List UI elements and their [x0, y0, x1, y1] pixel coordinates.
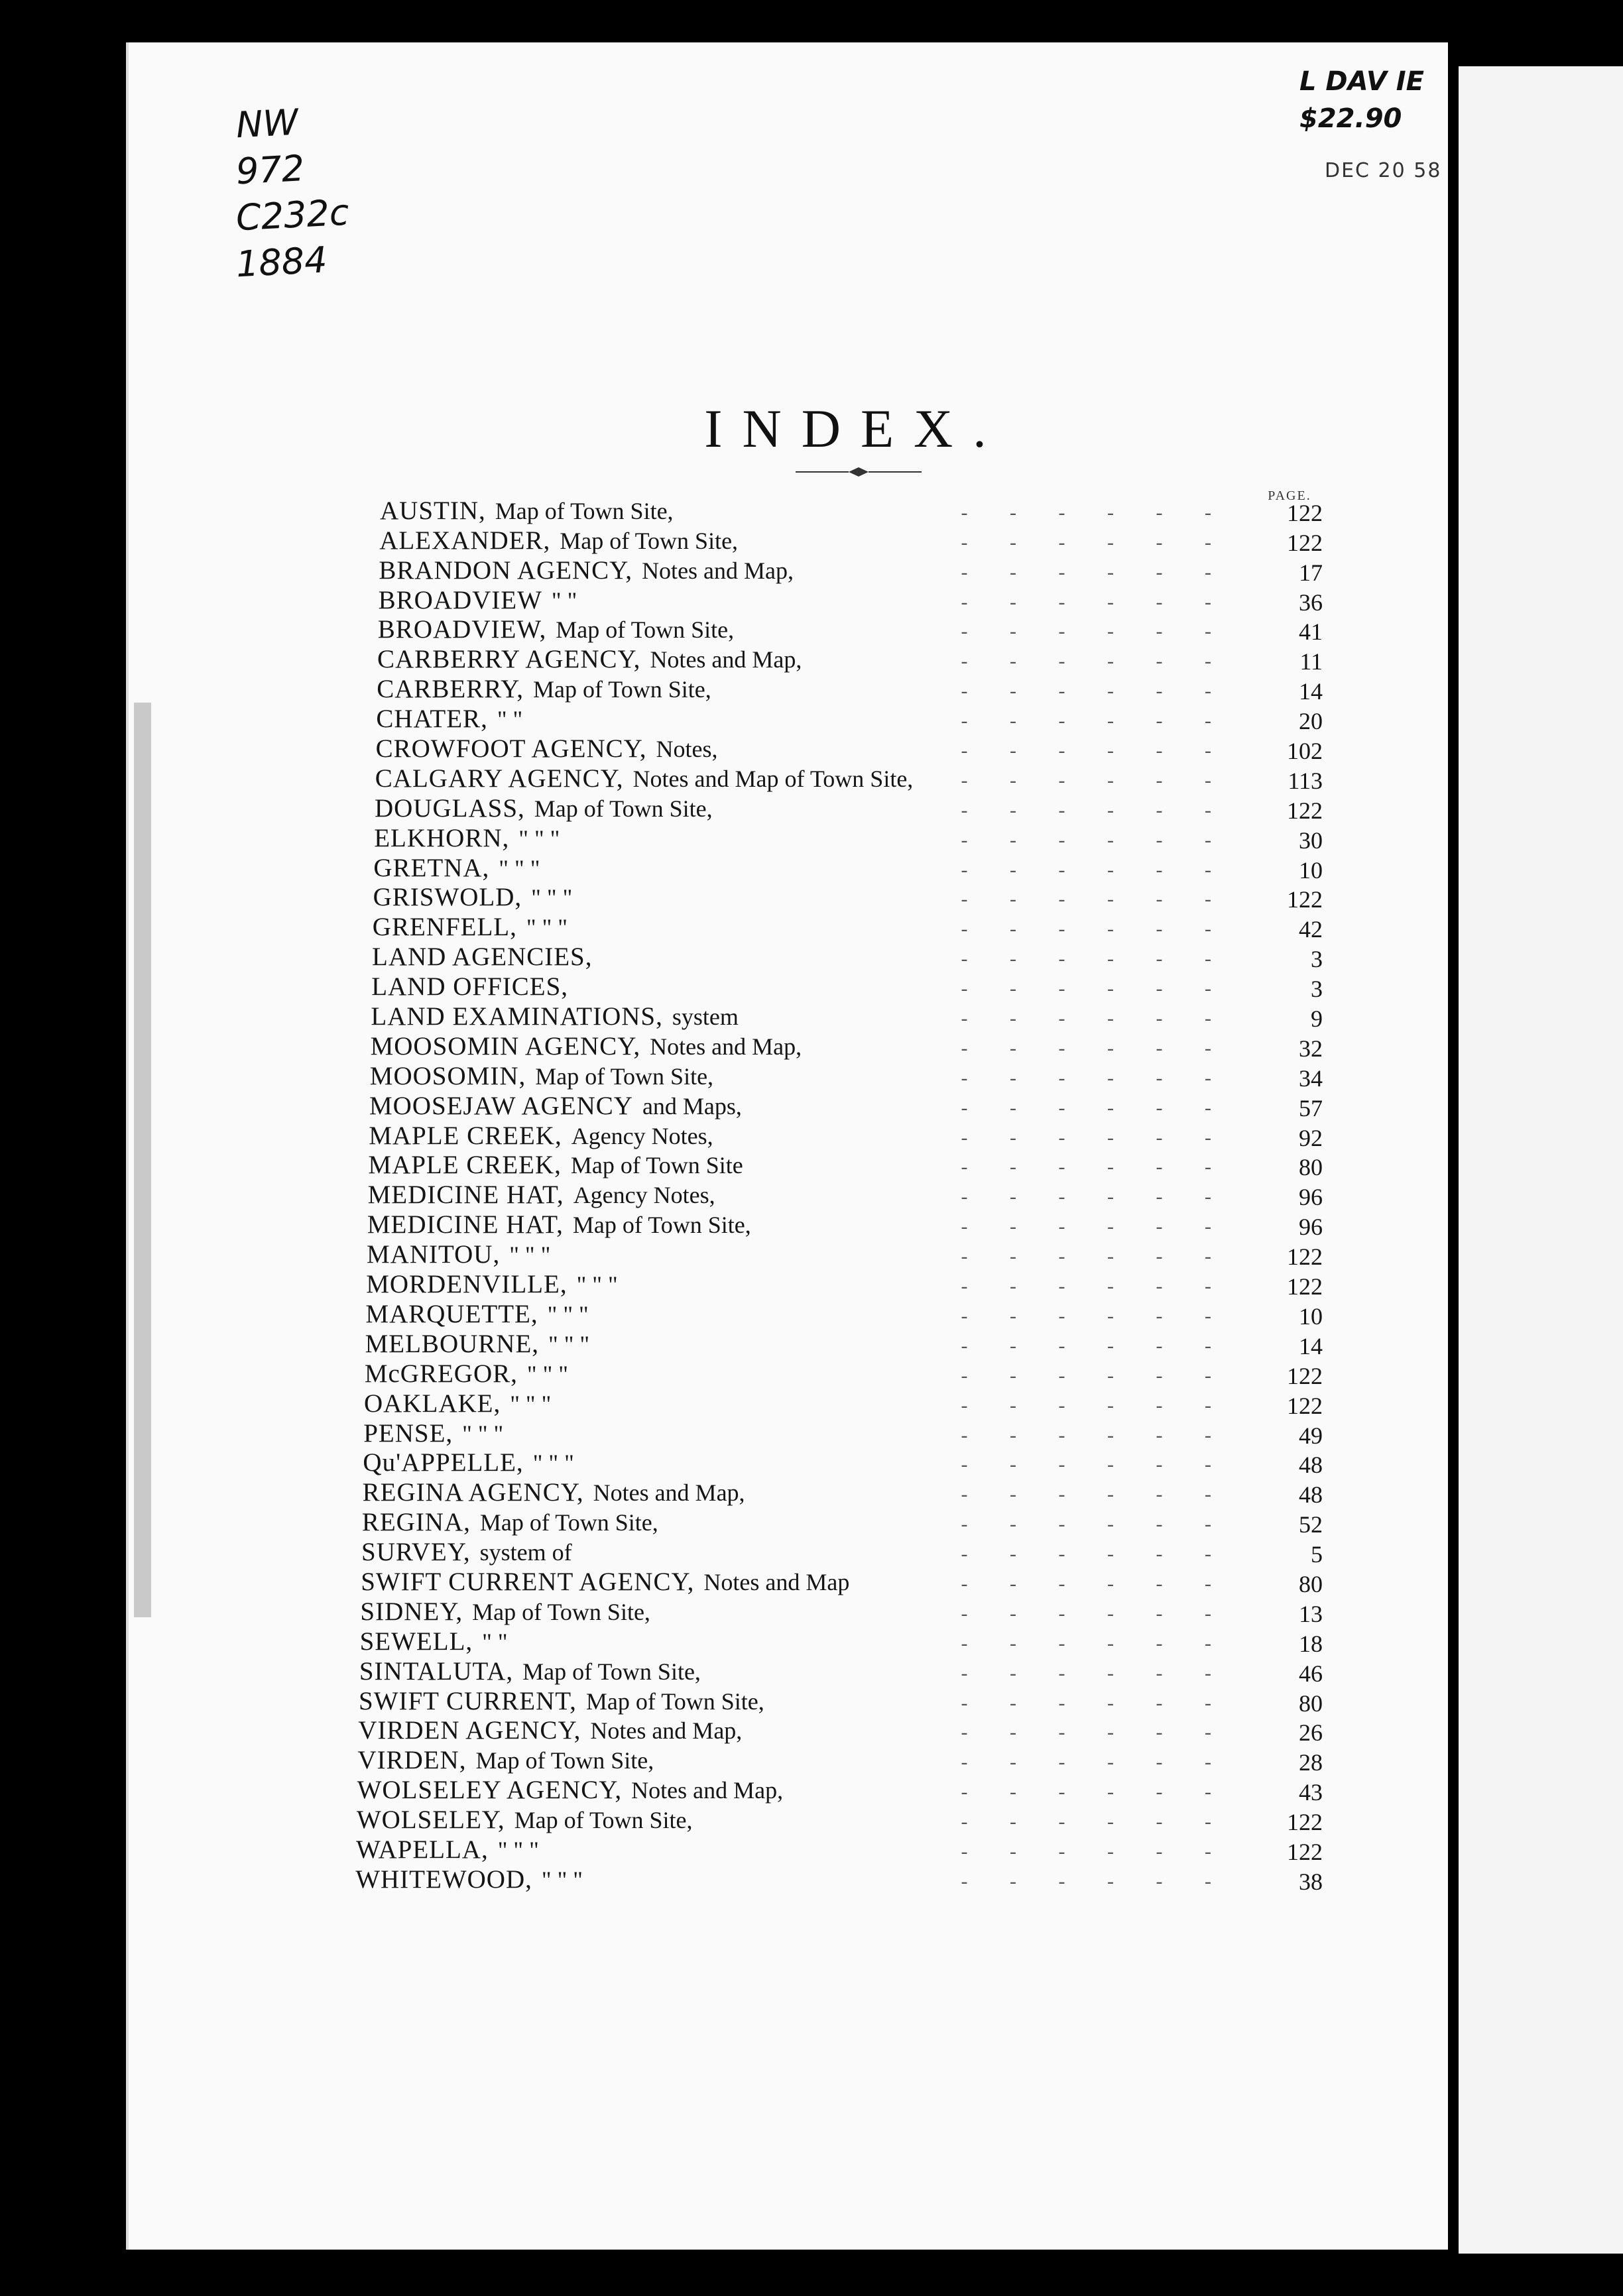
entry-text — [379, 526, 738, 555]
entry-page-number: 80 — [1299, 1690, 1323, 1717]
entry-text — [368, 1180, 715, 1210]
entry-name: LAND OFFICES, — [371, 972, 569, 1002]
index-entry — [373, 884, 1323, 914]
entry-text — [367, 1239, 550, 1269]
entry-name: AUSTIN, — [380, 496, 486, 525]
entry-page-number: 36 — [1299, 589, 1323, 616]
entry-description: Notes and Map, — [650, 1033, 802, 1060]
entry-page-number: 102 — [1287, 738, 1323, 765]
index-entry — [369, 1122, 1323, 1152]
entry-page-number: 122 — [1287, 1392, 1323, 1419]
entry-name: GRENFELL, — [372, 913, 517, 942]
entry-name: ELKHORN, — [374, 823, 510, 852]
price-line: $22.90 — [1299, 103, 1402, 134]
entry-page-number: 122 — [1287, 1809, 1323, 1836]
leader-dashes: - - - - - - — [961, 650, 1230, 673]
entry-text — [365, 1329, 590, 1359]
entry-name: McGREGOR, — [364, 1359, 518, 1388]
entry-page-number: 30 — [1299, 827, 1323, 854]
entry-text — [359, 1686, 764, 1716]
call-number-line: 1884 — [235, 239, 328, 286]
entry-description: " " " — [526, 1360, 568, 1387]
entry-text — [365, 1359, 568, 1389]
page-column-header: PAGE. — [1268, 488, 1311, 503]
leader-dashes: - - - - - - — [961, 1334, 1230, 1357]
entry-description: Notes and Map, — [631, 1777, 784, 1804]
leader-dashes: - - - - - - — [961, 1454, 1230, 1476]
date-stamp: DEC 20 58 — [1325, 159, 1442, 182]
entry-description: " " " — [509, 1241, 551, 1269]
entry-description: Map of Town Site, — [495, 497, 674, 524]
entry-description: Notes and Map, — [593, 1479, 745, 1507]
index-entry — [360, 1628, 1323, 1658]
entry-description: and Maps, — [642, 1092, 742, 1119]
entry-text — [373, 853, 540, 883]
index-entry — [374, 825, 1323, 854]
entry-name: SIDNEY, — [360, 1597, 463, 1626]
entry-description: Map of Town Site, — [472, 1598, 650, 1625]
entry-name: WAPELLA, — [356, 1835, 489, 1864]
entry-description: " " " — [547, 1300, 589, 1328]
index-entry — [366, 1271, 1323, 1300]
entry-name: CARBERRY, — [377, 675, 524, 704]
entry-text — [377, 644, 802, 674]
index-entry — [360, 1598, 1323, 1628]
entry-text — [379, 585, 577, 615]
entry-name: LAND EXAMINATIONS, — [371, 1002, 663, 1031]
entry-description: Map of Town Site — [570, 1152, 743, 1179]
entry-text — [362, 1507, 658, 1537]
leader-dashes: - - - - - - — [961, 680, 1230, 703]
index-entry — [370, 1062, 1323, 1092]
leader-dashes: - - - - - - — [961, 740, 1230, 762]
entry-description: " " " — [541, 1866, 583, 1893]
entry-page-number: 52 — [1299, 1511, 1323, 1538]
leader-dashes: - - - - - - — [961, 1602, 1230, 1625]
index-entry — [371, 1003, 1323, 1033]
entry-name: ALEXANDER, — [379, 526, 551, 555]
entry-page-number: 14 — [1299, 1332, 1323, 1359]
entry-text — [355, 1865, 583, 1894]
price-line: L DAV IE — [1299, 66, 1424, 97]
entry-description: Map of Town Site, — [475, 1747, 654, 1774]
entry-description: Notes and Map, — [590, 1717, 743, 1745]
entry-description: system — [672, 1004, 739, 1031]
leader-dashes: - - - - - - — [961, 591, 1230, 613]
leader-dashes: - - - - - - — [961, 1543, 1230, 1566]
entry-description: " " " — [531, 884, 573, 911]
title-ornament — [796, 465, 922, 479]
entry-page-number: 122 — [1287, 886, 1323, 913]
entry-name: OAKLAKE, — [364, 1389, 501, 1418]
leader-dashes: - - - - - - — [961, 1216, 1230, 1238]
entry-description: " " " — [499, 854, 540, 882]
entry-description: Agency Notes, — [573, 1182, 715, 1209]
leader-dashes: - - - - - - — [961, 769, 1230, 791]
index-entry — [368, 1181, 1323, 1211]
entry-description: " " " — [510, 1390, 552, 1417]
entry-name: MOOSOMIN, — [369, 1061, 526, 1090]
entry-name: LAND AGENCIES, — [372, 943, 593, 972]
entry-page-number: 48 — [1299, 1452, 1323, 1479]
entry-name: SINTALUTA, — [359, 1656, 514, 1686]
entry-text — [360, 1627, 508, 1656]
entry-text — [373, 912, 568, 942]
index-entry — [377, 646, 1323, 675]
entry-page-number: 17 — [1299, 559, 1323, 586]
entry-name: WOLSELEY AGENCY, — [357, 1776, 623, 1805]
entry-text — [371, 972, 577, 1002]
entry-text — [358, 1715, 742, 1745]
entry-page-number: 92 — [1299, 1124, 1323, 1151]
entry-name: MEDICINE HAT, — [367, 1210, 564, 1239]
entry-description: " " " — [576, 1271, 618, 1298]
entry-description: " " " — [526, 914, 568, 941]
index-entry — [367, 1241, 1323, 1271]
entry-page-number: 48 — [1299, 1481, 1323, 1509]
entry-description: Agency Notes, — [571, 1122, 713, 1149]
index-entry — [371, 973, 1323, 1003]
entry-name: MARQUETTE, — [365, 1299, 538, 1328]
leader-dashes: - - - - - - — [961, 620, 1230, 643]
leader-dashes: - - - - - - — [961, 948, 1230, 970]
entry-description: Notes and Map of Town Site, — [632, 765, 914, 792]
entry-description: " " " — [548, 1330, 590, 1357]
entry-name: GRETNA, — [373, 853, 490, 882]
leader-dashes: - - - - - - — [961, 1275, 1230, 1298]
index-entry — [375, 765, 1323, 795]
index-entry — [365, 1330, 1323, 1360]
entry-page-number: 80 — [1299, 1570, 1323, 1597]
entry-description: " " — [482, 1628, 508, 1655]
leader-dashes: - - - - - - — [961, 1186, 1230, 1208]
leader-dashes: - - - - - - — [961, 888, 1230, 911]
entry-page-number: 26 — [1299, 1719, 1323, 1747]
entry-name: WHITEWOOD, — [355, 1865, 532, 1894]
entry-page-number: 34 — [1299, 1064, 1323, 1092]
leader-dashes: - - - - - - — [961, 1572, 1230, 1595]
entry-page-number: 9 — [1311, 1005, 1323, 1033]
index-entry — [371, 1033, 1323, 1062]
index-entry — [380, 497, 1323, 527]
index-entry — [355, 1866, 1323, 1896]
call-number-line: C232c — [235, 191, 350, 239]
entry-description: Map of Town Site, — [479, 1509, 658, 1536]
index-entry — [359, 1688, 1323, 1717]
index-entry — [362, 1509, 1323, 1538]
call-number-line: NW — [235, 101, 300, 146]
entry-name: PENSE, — [363, 1418, 453, 1448]
entry-text — [380, 496, 674, 526]
leader-dashes: - - - - - - — [961, 1394, 1230, 1416]
index-entry — [372, 943, 1323, 973]
entry-text — [360, 1597, 650, 1627]
leader-dashes: - - - - - - — [961, 501, 1230, 524]
entry-page-number: 3 — [1311, 976, 1323, 1003]
entry-description: Map of Town Site, — [514, 1807, 693, 1834]
leader-dashes: - - - - - - — [961, 918, 1230, 941]
index-entry — [369, 1092, 1323, 1122]
entry-text — [363, 1418, 503, 1448]
index-entry — [379, 557, 1323, 587]
leader-dashes: - - - - - - — [961, 1007, 1230, 1030]
index-entry — [376, 735, 1323, 765]
entry-text — [371, 1002, 738, 1031]
entry-page-number: 28 — [1299, 1749, 1323, 1776]
leader-dashes: - - - - - - — [961, 1692, 1230, 1714]
entry-page-number: 122 — [1287, 499, 1323, 526]
handwritten-call-number — [236, 99, 349, 285]
entry-page-number: 5 — [1311, 1541, 1323, 1568]
index-entry — [364, 1390, 1323, 1420]
entry-text — [361, 1567, 849, 1597]
entry-description: Map of Town Site, — [556, 616, 735, 644]
entry-description: Map of Town Site, — [534, 795, 713, 822]
entry-text — [369, 1121, 713, 1151]
entry-page-number: 122 — [1287, 1362, 1323, 1389]
entry-page-number: 20 — [1299, 708, 1323, 735]
entry-name: MAPLE CREEK, — [369, 1121, 562, 1150]
entry-description: Notes and Map, — [642, 557, 794, 584]
entry-text — [364, 1389, 551, 1418]
entry-name: SURVEY, — [361, 1538, 471, 1567]
entry-text — [373, 882, 573, 912]
leader-dashes: - - - - - - — [961, 1096, 1230, 1119]
leader-dashes: - - - - - - — [961, 1483, 1230, 1506]
leader-dashes: - - - - - - — [961, 1066, 1230, 1089]
entry-name: MORDENVILLE, — [366, 1270, 568, 1299]
entry-text — [378, 614, 734, 644]
leader-dashes: - - - - - - — [961, 1513, 1230, 1536]
leader-dashes: - - - - - - — [961, 978, 1230, 1000]
entry-page-number: 41 — [1299, 618, 1323, 646]
index-entry — [379, 527, 1323, 557]
entry-text — [370, 1061, 713, 1091]
leader-dashes: - - - - - - — [961, 710, 1230, 732]
entry-name: MAPLE CREEK, — [368, 1151, 562, 1180]
entry-page-number: 122 — [1287, 1243, 1323, 1271]
entry-text — [357, 1745, 654, 1775]
entry-text — [366, 1269, 617, 1299]
index-entry — [356, 1836, 1323, 1866]
entry-description: " " — [497, 706, 523, 733]
entry-text — [356, 1835, 539, 1865]
entry-page-number: 113 — [1288, 767, 1323, 794]
index-entry — [361, 1568, 1323, 1598]
index-entries — [355, 496, 1323, 1896]
entry-page-number: 49 — [1299, 1422, 1323, 1449]
index-entry — [379, 587, 1323, 616]
entry-description: " " " — [532, 1450, 574, 1477]
index-entry — [365, 1360, 1323, 1390]
page-title: INDEX. — [704, 398, 1006, 459]
entry-description: " " " — [462, 1420, 504, 1447]
entry-name: BROADVIEW — [378, 585, 542, 614]
entry-name: MEDICINE HAT, — [367, 1180, 564, 1210]
entry-page-number: 122 — [1287, 797, 1323, 824]
leader-dashes: - - - - - - — [961, 1840, 1230, 1863]
leader-dashes: - - - - - - — [961, 829, 1230, 851]
entry-description: Notes and Map — [703, 1568, 850, 1595]
entry-text — [379, 555, 794, 585]
entry-text — [363, 1477, 745, 1507]
entry-name: GRISWOLD, — [373, 883, 522, 912]
entry-name: VIRDEN AGENCY, — [358, 1716, 581, 1745]
index-entry — [378, 616, 1323, 646]
entry-page-number: 18 — [1299, 1630, 1323, 1657]
leader-dashes: - - - - - - — [961, 1245, 1230, 1268]
index-entry — [365, 1300, 1323, 1330]
entry-page-number: 10 — [1299, 856, 1323, 884]
entry-page-number: 80 — [1299, 1154, 1323, 1181]
entry-text — [367, 1210, 751, 1239]
entry-description: Notes, — [656, 736, 718, 763]
entry-text — [376, 704, 522, 734]
entry-text — [374, 823, 560, 853]
index-entry — [373, 913, 1323, 943]
leader-dashes: - - - - - - — [961, 1870, 1230, 1892]
entry-description: system of — [479, 1539, 572, 1566]
entry-page-number: 13 — [1299, 1600, 1323, 1627]
leader-dashes: - - - - - - — [961, 531, 1230, 553]
entry-text — [377, 674, 711, 704]
entry-text — [361, 1537, 572, 1567]
entry-name: CHATER, — [376, 705, 488, 734]
index-entry — [359, 1658, 1323, 1688]
entry-description: Map of Town Site, — [522, 1658, 701, 1685]
entry-page-number: 10 — [1299, 1302, 1323, 1330]
entry-text — [371, 1031, 802, 1061]
entry-page-number: 122 — [1287, 1838, 1323, 1865]
entry-page-number: 11 — [1299, 648, 1323, 675]
handwritten-price — [1299, 63, 1424, 137]
entry-name: Qu'APPELLE, — [363, 1448, 524, 1477]
index-entry — [375, 795, 1323, 825]
entry-page-number: 42 — [1299, 916, 1323, 943]
entry-text — [375, 764, 914, 793]
entry-text — [368, 1150, 743, 1180]
leader-dashes: - - - - - - — [961, 1781, 1230, 1804]
index-entry — [358, 1717, 1323, 1747]
entry-description: Map of Town Site, — [560, 527, 739, 554]
entry-text — [376, 734, 718, 764]
entry-page-number: 32 — [1299, 1035, 1323, 1062]
entry-name: MOOSEJAW AGENCY — [369, 1091, 633, 1120]
leader-dashes: - - - - - - — [961, 1632, 1230, 1654]
entry-page-number: 3 — [1311, 946, 1323, 973]
index-entry — [357, 1776, 1323, 1806]
entry-description: Map of Town Site, — [572, 1212, 751, 1239]
index-entry — [363, 1479, 1323, 1509]
leader-dashes: - - - - - - — [961, 1424, 1230, 1446]
entry-name: VIRDEN, — [357, 1746, 467, 1775]
leader-dashes: - - - - - - — [961, 1037, 1230, 1059]
entry-text — [365, 1299, 588, 1329]
entry-page-number: 57 — [1299, 1094, 1323, 1121]
entry-page-number: 43 — [1299, 1779, 1323, 1806]
entry-description: " " " — [497, 1836, 539, 1863]
entry-page-number: 38 — [1299, 1868, 1323, 1895]
index-entry — [368, 1152, 1323, 1182]
entry-name: SEWELL, — [359, 1627, 473, 1656]
entry-name: BRANDON AGENCY, — [379, 555, 633, 585]
binding-shadow — [134, 703, 151, 1617]
leader-dashes: - - - - - - — [961, 858, 1230, 881]
index-entry — [377, 675, 1323, 705]
entry-name: WOLSELEY, — [356, 1806, 505, 1835]
entry-name: MELBOURNE, — [365, 1329, 540, 1358]
entry-text — [357, 1775, 783, 1805]
leader-dashes: - - - - - - — [961, 1304, 1230, 1327]
entry-text — [375, 793, 713, 823]
index-entry — [363, 1450, 1323, 1479]
entry-description: Map of Town Site, — [585, 1688, 764, 1715]
entry-page-number: 122 — [1287, 1273, 1323, 1300]
entry-name: SWIFT CURRENT, — [359, 1686, 577, 1715]
entry-text — [357, 1805, 693, 1835]
leader-dashes: - - - - - - — [961, 1751, 1230, 1774]
leader-dashes: - - - - - - — [961, 1721, 1230, 1744]
entry-text — [363, 1448, 573, 1477]
entry-text — [359, 1656, 701, 1686]
leader-dashes: - - - - - - — [961, 561, 1230, 583]
entry-page-number: 96 — [1299, 1184, 1323, 1211]
entry-page-number: 14 — [1299, 678, 1323, 705]
index-entry — [357, 1747, 1323, 1776]
entry-name: MOOSOMIN AGENCY, — [370, 1031, 641, 1061]
entry-description: Map of Town Site, — [535, 1062, 714, 1090]
entry-name: CARBERRY AGENCY, — [377, 645, 641, 674]
leader-dashes: - - - - - - — [961, 1364, 1230, 1387]
entry-name: BROADVIEW, — [377, 615, 547, 644]
entry-description: " " " — [518, 825, 560, 852]
index-entry — [363, 1420, 1323, 1450]
entry-text — [372, 942, 602, 972]
leader-dashes: - - - - - - — [961, 1156, 1230, 1178]
entry-description: " " — [551, 587, 577, 614]
index-entry — [367, 1211, 1323, 1241]
entry-name: REGINA AGENCY, — [362, 1478, 584, 1507]
entry-page-number: 46 — [1299, 1660, 1323, 1687]
leader-dashes: - - - - - - — [961, 1662, 1230, 1684]
index-entry — [361, 1538, 1323, 1568]
leader-dashes: - - - - - - — [961, 1811, 1230, 1833]
entry-page-number: 96 — [1299, 1214, 1323, 1241]
entry-description: Map of Town Site, — [532, 676, 711, 703]
entry-name: CALGARY AGENCY, — [375, 764, 624, 793]
entry-description: Notes and Map, — [650, 646, 802, 673]
entry-text — [369, 1091, 742, 1121]
index-entry — [357, 1806, 1323, 1836]
entry-name: REGINA, — [361, 1508, 471, 1537]
index-entry — [373, 854, 1323, 884]
leader-dashes: - - - - - - — [961, 799, 1230, 821]
leader-dashes: - - - - - - — [961, 1126, 1230, 1149]
entry-page-number: 122 — [1287, 529, 1323, 556]
entry-name: CROWFOOT AGENCY, — [375, 734, 647, 764]
entry-name: MANITOU, — [367, 1240, 501, 1269]
call-number-line: 972 — [235, 147, 306, 193]
adjacent-page-edge — [1459, 66, 1623, 2254]
entry-name: SWIFT CURRENT AGENCY, — [361, 1567, 695, 1596]
index-entry — [376, 705, 1323, 735]
entry-name: DOUGLASS, — [375, 793, 525, 823]
